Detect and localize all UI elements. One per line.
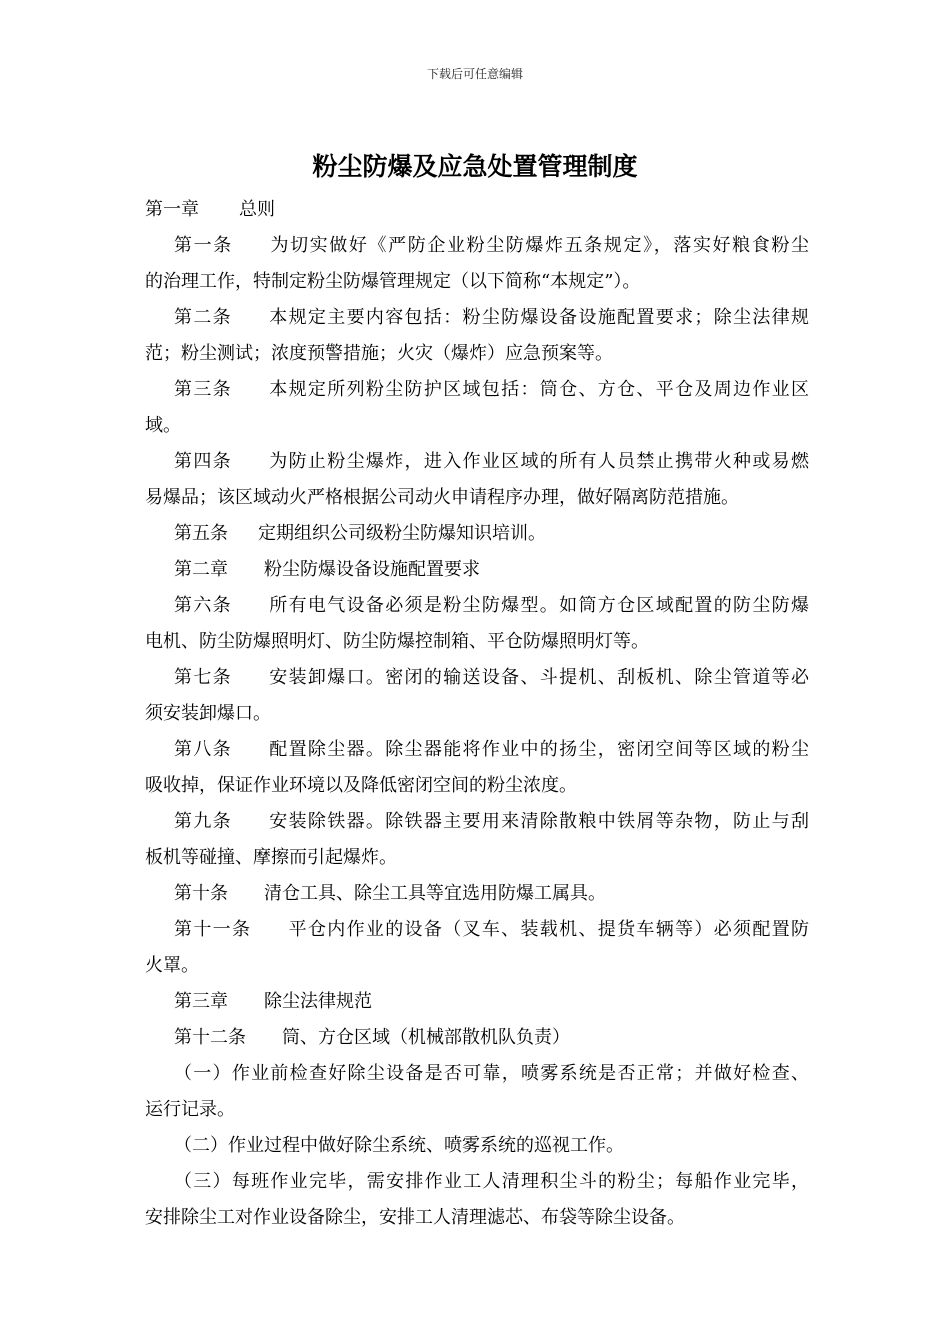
article-line (145, 912, 809, 948)
chapter-heading (145, 192, 809, 228)
article-text: 筒、方仓区域（机械部散机队负责） (282, 1027, 570, 1048)
chapter-label: 第二章 (174, 559, 228, 580)
article-text: 所有电气设备必须是粉尘防爆型。如筒方仓区域配置的防尘防爆 (267, 595, 809, 616)
article-line-continued: 须安装卸爆口。 (145, 703, 271, 724)
article-label: 第十一条 (174, 919, 252, 940)
article-line-continued: 的治理工作，特制定粉尘防爆管理规定（以下简称“本规定”）。 (145, 271, 641, 292)
chapter-name: 总则 (239, 199, 275, 220)
article-line (145, 228, 809, 264)
article-label: 第一条 (174, 235, 233, 256)
article-line-continued: 电机、防尘防爆照明灯、防尘防爆控制箱、平仓防爆照明灯等。 (145, 631, 649, 652)
chapter-label: 第一章 (145, 199, 199, 220)
article-text: 为防止粉尘爆炸，进入作业区域的所有人员禁止携带火种或易燃 (267, 451, 809, 472)
list-item-line: （三）每班作业完毕，需安排作业工人清理积尘斗的粉尘；每船作业完毕， (174, 1171, 809, 1192)
chapter-heading (145, 984, 809, 1020)
article-line (145, 516, 809, 552)
chapter-name: 除尘法律规范 (264, 991, 372, 1012)
header-note: 下载后可任意编辑 (426, 67, 523, 81)
article-line-continued: 域。 (145, 415, 181, 436)
list-item-line: （二）作业过程中做好除尘系统、喷雾系统的巡视工作。 (174, 1135, 624, 1156)
article-label: 第九条 (174, 811, 232, 832)
chapter-heading (145, 552, 809, 588)
chapter-label: 第三章 (174, 991, 228, 1012)
article-text: 本规定所列粉尘防护区域包括：筒仓、方仓、平仓及周边作业区 (267, 379, 809, 400)
article-line-continued: 板机等碰撞、摩擦而引起爆炸。 (145, 847, 397, 868)
article-line (145, 1020, 809, 1056)
article-label: 第五条 (174, 523, 228, 544)
article-line (145, 876, 809, 912)
article-label: 第四条 (174, 451, 232, 472)
article-text: 本规定主要内容包括：粉尘防爆设备设施配置要求；除尘法律规 (267, 307, 809, 328)
article-line (145, 660, 809, 696)
document-title: 粉尘防爆及应急处置管理制度 (312, 152, 638, 181)
article-line-continued: 范；粉尘测试；浓度预警措施；火灾（爆炸）应急预案等。 (145, 343, 613, 364)
article-text: 安装除铁器。除铁器主要用来清除散粮中铁屑等杂物，防止与刮 (267, 811, 809, 832)
article-label: 第七条 (174, 667, 232, 688)
article-label: 第三条 (174, 379, 232, 400)
article-line-continued: 火罩。 (145, 955, 199, 976)
list-item-line-continued: 安排除尘工对作业设备除尘，安排工人清理滤芯、布袋等除尘设备。 (145, 1207, 685, 1228)
article-text: 配置除尘器。除尘器能将作业中的扬尘，密闭空间等区域的粉尘 (267, 739, 809, 760)
article-label: 第六条 (174, 595, 232, 616)
article-text: 安装卸爆口。密闭的输送设备、斗提机、刮板机、除尘管道等必 (267, 667, 809, 688)
article-text: 平仓内作业的设备（叉车、装载机、提货车辆等）必须配置防 (287, 919, 809, 940)
article-text: 为切实做好《严防企业粉尘防爆炸五条规定》，落实好粮食粉尘 (268, 235, 809, 256)
article-line-continued: 吸收掉，保证作业环境以及降低密闭空间的粉尘浓度。 (145, 775, 577, 796)
article-label: 第十条 (174, 883, 228, 904)
article-text: 定期组织公司级粉尘防爆知识培训。 (258, 523, 546, 544)
article-line (145, 732, 809, 768)
article-line (145, 300, 809, 336)
chapter-name: 粉尘防爆设备设施配置要求 (264, 559, 480, 580)
list-item-line-continued: 运行记录。 (145, 1099, 235, 1120)
article-line (145, 804, 809, 840)
article-line-continued: 易爆品；该区域动火严格根据公司动火申请程序办理，做好隔离防范措施。 (145, 487, 739, 508)
list-item-line: （一）作业前检查好除尘设备是否可靠，喷雾系统是否正常；并做好检查、 (174, 1063, 809, 1084)
article-line (145, 372, 809, 408)
document-body (145, 192, 809, 1236)
article-text: 清仓工具、除尘工具等宜选用防爆工属具。 (264, 883, 606, 904)
article-label: 第二条 (174, 307, 232, 328)
article-line (145, 588, 809, 624)
article-label: 第八条 (174, 739, 232, 760)
article-label: 第十二条 (174, 1027, 246, 1048)
article-line (145, 444, 809, 480)
